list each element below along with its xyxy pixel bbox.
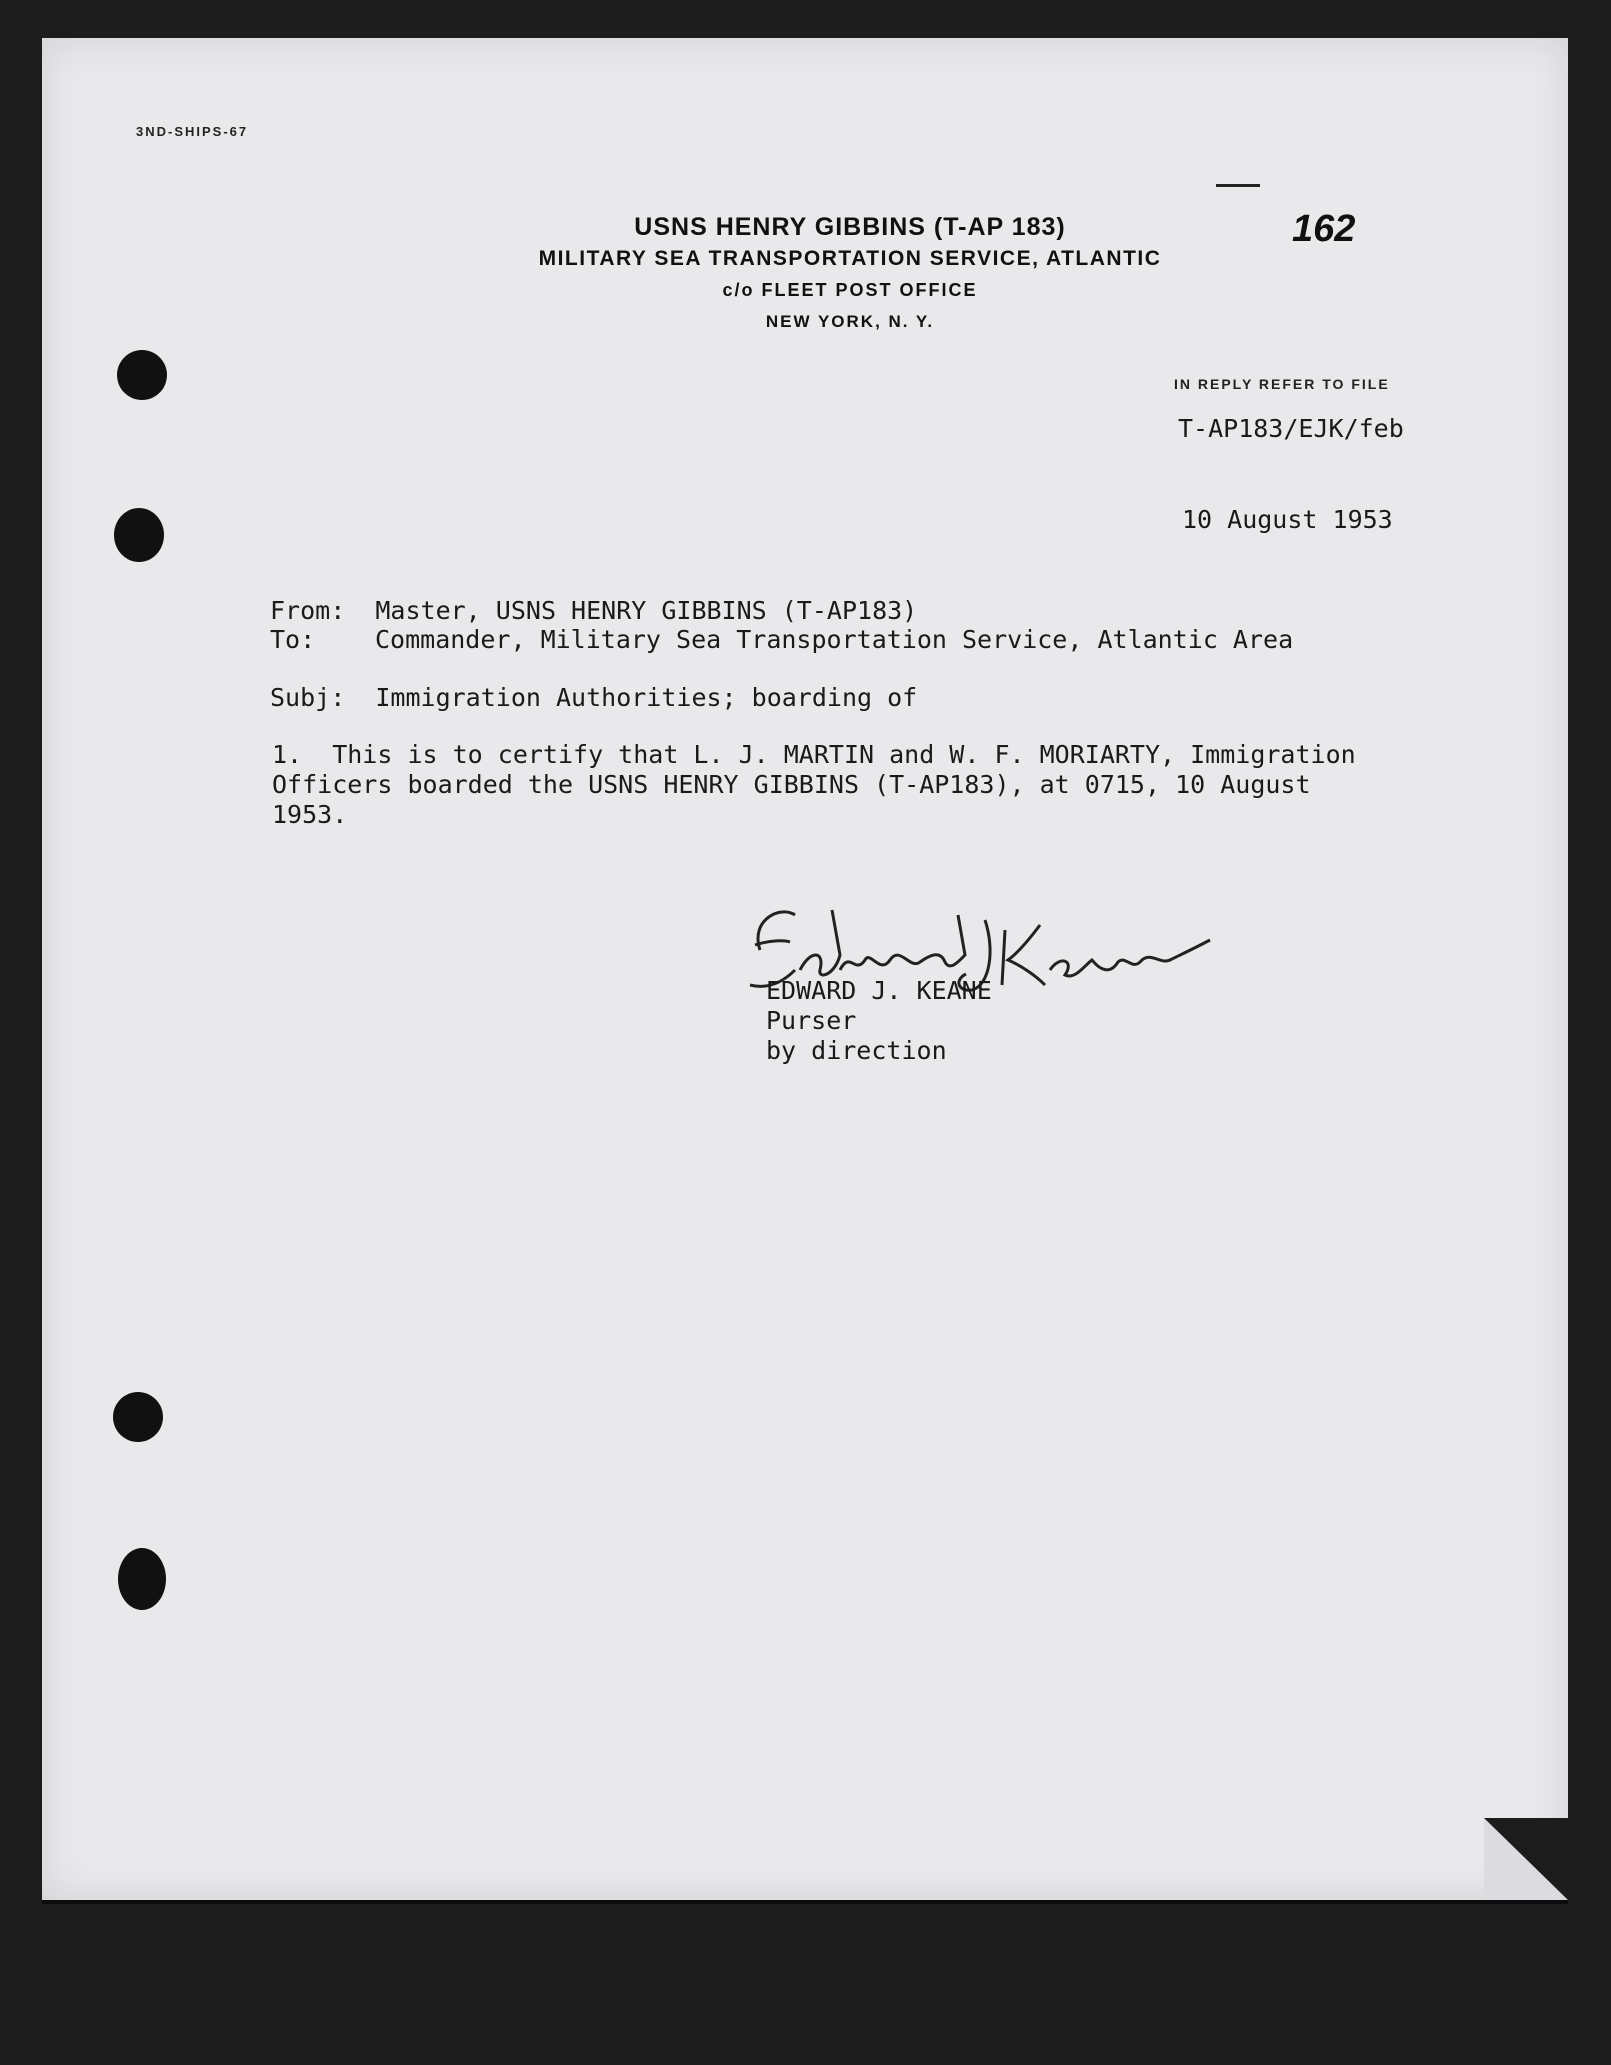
scan-edge	[42, 1900, 1568, 1904]
punch-hole	[114, 508, 164, 562]
to-value: Commander, Military Sea Transportation Service, Atlantic Area	[375, 625, 1294, 654]
refer-label: IN REPLY REFER TO FILE	[1174, 376, 1390, 392]
punch-hole	[113, 1392, 163, 1442]
from-label: From:	[270, 596, 346, 625]
page-number: 162	[1292, 208, 1356, 250]
from-value: Master, USNS HENRY GIBBINS (T-AP183)	[375, 596, 918, 625]
folded-corner	[1484, 1818, 1568, 1900]
subj-row	[270, 683, 917, 712]
letter-date: 10 August 1953	[1182, 505, 1393, 534]
punch-hole	[117, 350, 167, 400]
letterhead-city: NEW YORK, N. Y.	[765, 312, 935, 331]
punch-hole	[118, 1548, 166, 1610]
file-code: T-AP183/EJK/feb	[1178, 414, 1404, 443]
body-paragraph	[272, 740, 1356, 830]
form-code: 3ND-SHIPS-67	[136, 124, 249, 139]
dash-mark	[1216, 184, 1260, 187]
signer-note: by direction	[766, 1036, 947, 1065]
signer-name: EDWARD J. KEANE	[766, 976, 992, 1005]
letterhead-ship-name: USNS HENRY GIBBINS (T-AP 183)	[634, 213, 1066, 241]
letterhead	[440, 210, 1260, 338]
signer-title: Purser	[766, 1006, 857, 1035]
subj-value: Immigration Authorities; boarding of	[375, 683, 918, 712]
letterhead-post-office: c/o FLEET POST OFFICE	[722, 280, 978, 300]
letterhead-service: MILITARY SEA TRANSPORTATION SERVICE, ATLANTIC	[538, 247, 1162, 270]
body-line: 1953.	[272, 800, 348, 829]
to-label: To:	[270, 625, 316, 654]
body-line: 1. This is to certify that L. J. MARTIN and W. F. MORIARTY, Immigration	[272, 740, 1356, 769]
subj-label: Subj:	[270, 683, 346, 712]
body-line: Officers boarded the USNS HENRY GIBBINS (T-AP183), at 0715, 10 August	[272, 770, 1311, 799]
from-row	[270, 596, 917, 625]
to-row	[270, 625, 1293, 654]
